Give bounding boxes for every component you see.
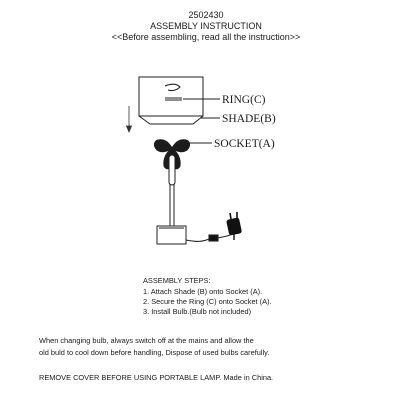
power-cord (186, 233, 233, 241)
ring-curl (165, 84, 180, 90)
lamp-stem (170, 184, 174, 226)
dimension-arrow (127, 106, 132, 132)
base-block (157, 226, 186, 244)
document-subtitle: <<Before assembling, read all the instruction>> (111, 32, 301, 42)
document-title: ASSEMBLY INSTRUCTION (150, 21, 262, 31)
bulb-warning (39, 335, 269, 358)
ring-label: RING(C) (222, 94, 266, 106)
socket-part (154, 140, 189, 185)
ring-part (165, 84, 182, 100)
socket-body (169, 155, 175, 185)
warning-line: When changing bulb, always switch off at the mains and allow the (39, 336, 254, 345)
plug-body (227, 218, 242, 235)
plug-prong-left (230, 213, 231, 219)
step-item: 2. Secure the Ring (C) onto Socket (A). (143, 297, 272, 306)
arrow-head (127, 126, 132, 132)
steps-title: ASSEMBLY STEPS: (143, 276, 211, 285)
cord-segment-1 (186, 239, 209, 241)
leader-lines (183, 99, 220, 143)
assembly-steps (143, 276, 272, 317)
socket-label: SOCKET(A) (214, 138, 275, 150)
step-item: 1. Attach Shade (B) onto Socket (A). (143, 287, 263, 296)
lamp-base (157, 226, 186, 244)
model-number: 2502430 (188, 10, 224, 20)
step-item: 3. Install Bulb.(Bulb not included) (143, 307, 252, 316)
cord-switch (209, 235, 218, 241)
shade-bottom-taper (139, 116, 203, 124)
warning-line: old buld to cool down before handling, Dispose of used bulbs carefully. (39, 347, 270, 357)
shade-label: SHADE(B) (222, 113, 276, 125)
cover-notice: REMOVE COVER BEFORE USING PORTABLE LAMP. Made in China. (39, 373, 274, 382)
shade-upper-box (139, 77, 203, 116)
